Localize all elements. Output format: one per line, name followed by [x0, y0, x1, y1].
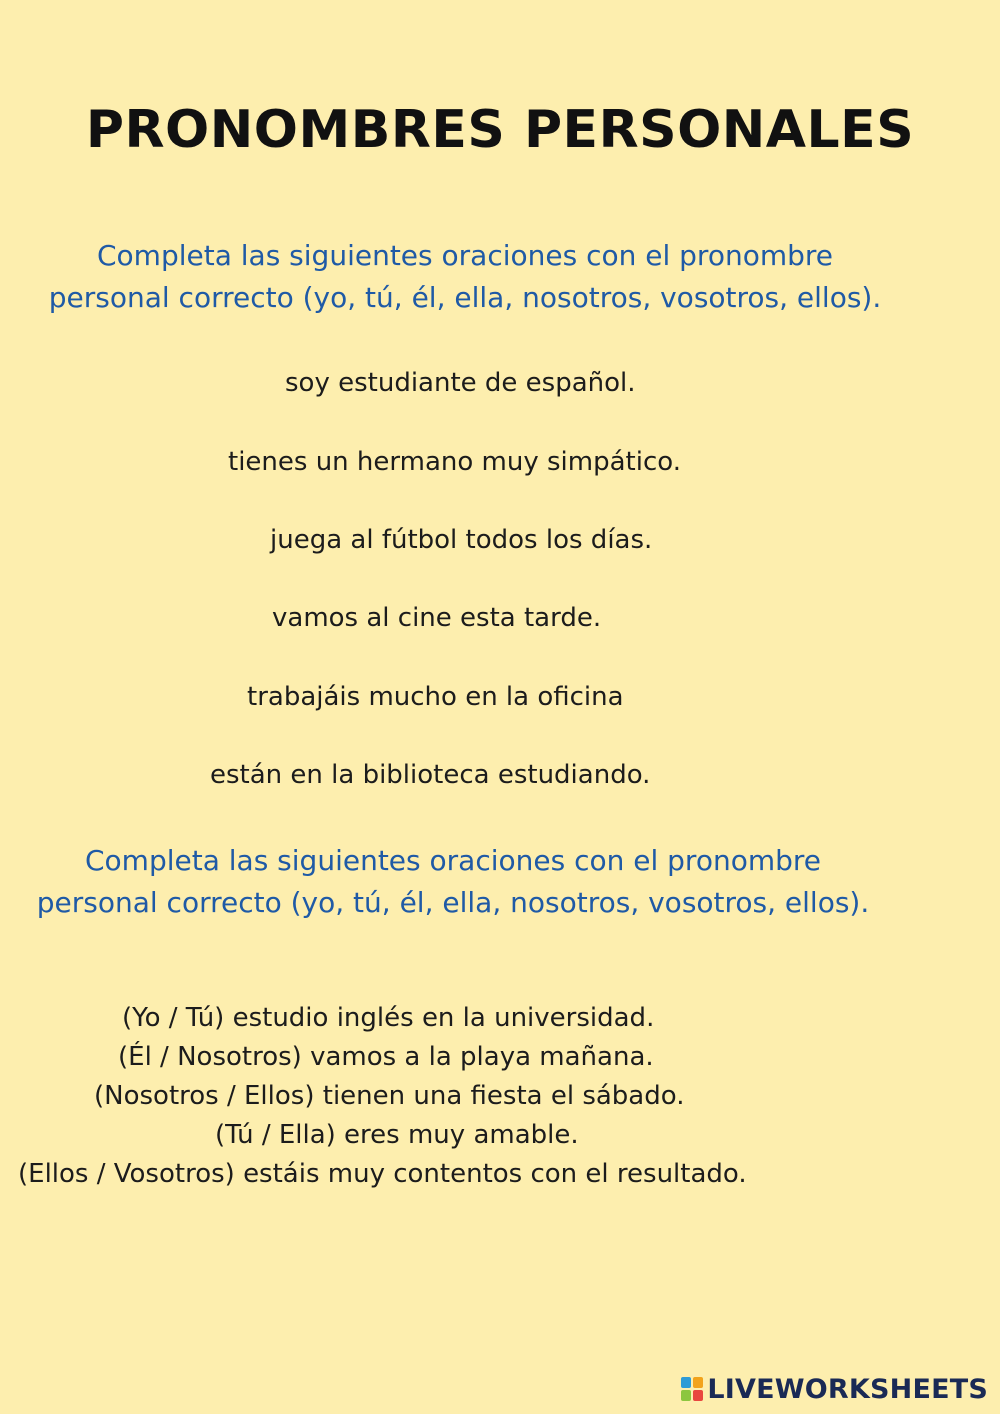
choice-sentence-3: (Nosotros / Ellos) tienen una fiesta el sábado.: [94, 1081, 685, 1111]
choice-sentence-1: (Yo / Tú) estudio inglés en la universidad.: [122, 1003, 655, 1033]
instruction-1-line-1: Completa las siguientes oraciones con el pronombre: [96, 239, 834, 272]
choice-sentence-5: (Ellos / Vosotros) estáis muy contentos con el resultado.: [18, 1159, 747, 1189]
sentence-2: tienes un hermano muy simpático.: [228, 447, 681, 477]
choice-sentence-2: (Él / Nosotros) vamos a la playa mañana.: [118, 1042, 654, 1072]
brand-logo[interactable]: [681, 1374, 988, 1404]
instruction-2-line-2: personal correcto (yo, tú, él, ella, nosotros, vosotros, ellos).: [36, 886, 870, 919]
liveworksheets-logo-icon: [681, 1377, 703, 1401]
page-title: PRONOMBRES PERSONALES: [85, 100, 915, 160]
instruction-2: [0, 840, 918, 924]
instruction-1: [0, 235, 930, 319]
sentence-3: juega al fútbol todos los días.: [270, 525, 653, 555]
instruction-2-line-1: Completa las siguientes oraciones con el pronombre: [84, 844, 822, 877]
brand-name: LIVEWORKSHEETS: [707, 1373, 988, 1405]
sentence-4: vamos al cine esta tarde.: [272, 603, 602, 633]
choice-sentence-4: (Tú / Ella) eres muy amable.: [215, 1120, 579, 1150]
instruction-1-line-2: personal correcto (yo, tú, él, ella, nosotros, vosotros, ellos).: [48, 281, 882, 314]
sentence-6: están en la biblioteca estudiando.: [210, 760, 651, 790]
sentence-1: soy estudiante de español.: [285, 368, 636, 398]
sentence-5: trabajáis mucho en la oficina: [247, 682, 624, 712]
